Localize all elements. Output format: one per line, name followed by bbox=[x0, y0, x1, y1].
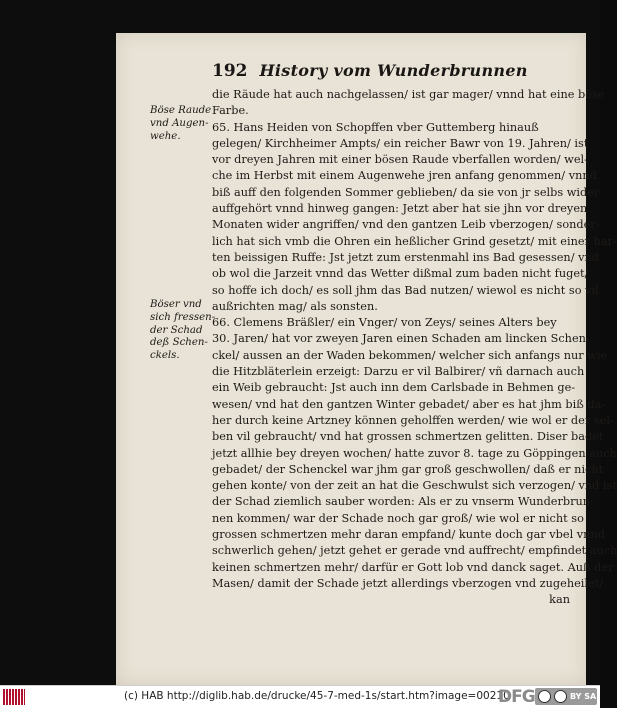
footer-bar bbox=[0, 685, 600, 708]
cc-license-badge[interactable] bbox=[535, 688, 597, 705]
hab-logo-icon bbox=[3, 689, 25, 705]
text-line: nen kommen/ war der Schade noch gar groß/ wie wol er nicht so bbox=[212, 511, 584, 525]
text-line: so hoffe ich doch/ es soll jhm das Bad nutzen/ wiewol es nicht so vil bbox=[212, 283, 599, 297]
text-line: her durch keine Artzney können geholffen werden/ wie wol er der sel- bbox=[212, 413, 614, 427]
text-line: 65. Hans Heiden von Schopffen vber Guttemberg hinauß bbox=[212, 120, 539, 134]
text-line: Masen/ damit der Schade jetzt allerdings vberzogen vnd zugeheilet/ bbox=[212, 576, 604, 590]
text-line: jetzt allhie bey dreyen wochen/ hatte zuvor 8. tage zu Göppingen auch bbox=[212, 446, 617, 460]
text-line: ckel/ aussen an der Waden bekommen/ welcher sich anfangs nur wie bbox=[212, 348, 608, 362]
text-line: ein Weib gebraucht: Jst auch inn dem Carlsbade in Behmen ge- bbox=[212, 381, 576, 395]
text-line: grossen schmertzen mehr daran empfand/ kunte doch gar vbel vnnd bbox=[212, 528, 605, 542]
marginal-note bbox=[150, 299, 216, 363]
running-title: History vom Wunderbrunnen bbox=[259, 61, 528, 80]
text-line: wesen/ vnd hat den gantzen Winter gebadet/ aber es hat jhm biß da- bbox=[212, 397, 606, 411]
text-line: 30. Jaren/ hat vor zweyen Jaren einen Schaden am lincken Schen- bbox=[212, 332, 590, 346]
text-line: biß auff den folgenden Sommer geblieben/ da sie von jr selbs wider bbox=[212, 185, 600, 199]
text-line: vor dreyen Jahren mit einer bösen Raude vberfallen worden/ wel- bbox=[212, 153, 588, 167]
license-label: BY SA bbox=[570, 692, 597, 701]
text-line: Monaten wider angriffen/ vnd den gantzen Leib vberzogen/ sonder- bbox=[212, 218, 600, 232]
dfg-logo: DFG bbox=[498, 687, 535, 707]
page-header bbox=[212, 61, 576, 85]
text-line: auffgehört vnnd hinweg gangen: Jetzt aber hat sie jhn vor dreyen bbox=[212, 202, 588, 216]
text-line: lich hat sich vmb die Ohren ein heßlicher Grind gesetzt/ mit einer har- bbox=[212, 234, 617, 248]
cc-icon bbox=[538, 690, 551, 703]
text-line: 66. Clemens Bräßler/ ein Vnger/ von Zeys/ seines Alters bey bbox=[212, 316, 557, 330]
credit-link[interactable]: (c) HAB http://diglib.hab.de/drucke/45-7-med-1s/start.htm?image=00210 bbox=[124, 690, 510, 702]
text-line: außrichten mag/ als sonsten. bbox=[212, 299, 378, 313]
marginal-line: der Schad bbox=[150, 324, 203, 336]
body-text bbox=[212, 87, 617, 609]
text-line: gelegen/ Kirchheimer Ampts/ ein reicher Bawr von 19. Jahren/ ist bbox=[212, 136, 589, 150]
text-line: keinen schmertzen mehr/ darfür er Gott lob vnd danck saget. Auß der bbox=[212, 560, 614, 574]
page-number: 192 bbox=[212, 61, 248, 81]
text-line: ten beissigen Ruffe: Jst jetzt zum erstenmahl ins Bad gesessen/ vnd bbox=[212, 250, 599, 264]
text-line: che im Herbst mit einem Augenwehe jren anfang genommen/ vnnd bbox=[212, 169, 597, 183]
text-line: ben vil gebraucht/ vnd hat grossen schmertzen gelitten. Diser badet bbox=[212, 430, 604, 444]
text-line: gehen konte/ von der zeit an hat die Geschwulst sich verzogen/ vnd ist bbox=[212, 479, 617, 493]
marginal-line: Böse Raude bbox=[150, 105, 212, 116]
text-line: die Hitzbläterlein erzeigt: Darzu er vil Balbirer/ vñ darnach auch bbox=[212, 365, 585, 379]
book-page bbox=[116, 33, 617, 685]
marginal-line: ckels. bbox=[150, 350, 180, 362]
text-line: kan bbox=[549, 593, 570, 607]
marginal-line: wehe. bbox=[150, 130, 181, 142]
text-line: der Schad ziemlich sauber worden: Als er zu vnserm Wunderbrun- bbox=[212, 495, 594, 509]
text-line: Farbe. bbox=[212, 104, 249, 118]
marginal-line: vnd Augen- bbox=[150, 117, 209, 129]
text-line: ob wol die Jarzeit vnnd das Wetter dißmal zum baden nicht fuget/ bbox=[212, 267, 589, 281]
marginal-line: Böser vnd bbox=[150, 299, 202, 310]
marginal-note bbox=[150, 105, 212, 143]
marginal-line: sich fressen- bbox=[150, 311, 216, 323]
text-line: schwerlich gehen/ jetzt gehet er gerade vnd auffrecht/ empfindet auch bbox=[212, 544, 617, 558]
marginal-line: deß Schen- bbox=[150, 337, 208, 349]
text-line: die Räude hat auch nachgelassen/ ist gar mager/ vnnd hat eine böse bbox=[212, 88, 605, 101]
text-line: gebadet/ der Schenckel war jhm gar groß geschwollen/ daß er nicht bbox=[212, 462, 604, 476]
cc-by-icon bbox=[554, 690, 567, 703]
